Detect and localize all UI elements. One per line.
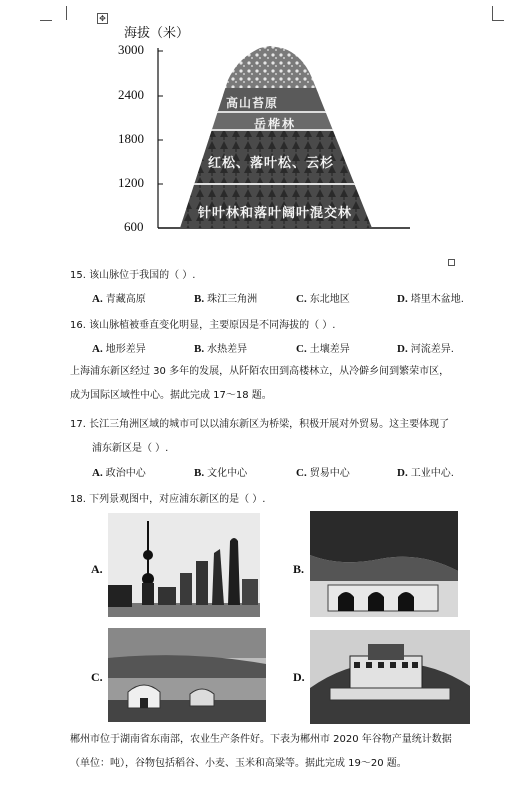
resize-handle-icon[interactable] [448, 259, 455, 266]
q18-option-b-letter[interactable]: B. [293, 562, 305, 576]
q17-option-a[interactable]: A. 政治中心 [92, 467, 146, 479]
passage-chenzhou-line2: （单位：吨），谷物包括稻谷、小麦、玉米和高粱等。据此完成 19～20 题。 [70, 758, 407, 769]
zone-tundra [170, 88, 390, 112]
zone-peak [170, 40, 390, 95]
q16-option-b[interactable]: B. 水热差异 [194, 343, 248, 355]
yurt-image [108, 628, 266, 722]
photo-potala-palace[interactable] [310, 630, 470, 724]
q15-option-d[interactable]: D. 塔里木盆地. [397, 293, 464, 305]
skyline-image [108, 513, 260, 617]
q18-option-a-letter[interactable]: A. [91, 562, 103, 576]
move-handle-icon[interactable]: ✥ [97, 13, 108, 24]
altitude-figure [110, 20, 410, 250]
palace-image [310, 630, 470, 724]
zone-label-birch: 岳桦林 [254, 117, 297, 131]
photo-yurt-grassland[interactable] [108, 628, 266, 722]
photo-cave-dwelling[interactable] [310, 511, 458, 617]
q17-option-b[interactable]: B. 文化中心 [194, 467, 248, 479]
zone-label-mixed: 针叶林和落叶阔叶混交林 [198, 206, 353, 221]
q15-option-a[interactable]: A. 青藏高原 [92, 293, 146, 305]
q16-option-a[interactable]: A. 地形差异 [92, 343, 146, 355]
question-15-stem: 15. 该山脉位于我国的（ ）. [70, 270, 196, 281]
crop-mark-top-left [52, 6, 67, 20]
y-tick-3000: 3000 [118, 42, 144, 57]
cave-dwelling-image [310, 511, 458, 617]
question-18-stem: 18. 下列景观图中，对应浦东新区的是（ ）. [70, 494, 266, 505]
question-17-stem-line2: 浦东新区是（ ）. [92, 443, 169, 454]
passage-pudong-line1: 上海浦东新区经过 30 多年的发展，从阡陌农田到高楼林立，从冷僻乡间到繁荣市区， [70, 366, 450, 377]
q15-option-b[interactable]: B. 珠江三角洲 [194, 293, 258, 305]
zone-label-tundra: 高山苔原 [226, 96, 279, 110]
y-tick-600: 600 [124, 219, 144, 234]
question-17-stem-line1: 17. 长江三角洲区域的城市可以以浦东新区为桥梁，积极开展对外贸易。这主要体现了 [70, 419, 450, 430]
crop-mark-top-right-h [492, 20, 504, 21]
mountain-shape [170, 40, 390, 229]
q17-option-c[interactable]: C. 贸易中心 [296, 467, 350, 479]
passage-pudong-line2: 成为国际区域性中心。据此完成 17～18 题。 [70, 390, 272, 401]
passage-chenzhou-line1: 郴州市位于湖南省东南部，农业生产条件好。下表为郴州市 2020 年谷物产量统计数据 [70, 734, 452, 745]
photo-pudong-skyline[interactable] [108, 513, 260, 617]
q15-option-c[interactable]: C. 东北地区 [296, 293, 350, 305]
q16-option-d[interactable]: D. 河流差异. [397, 343, 454, 355]
y-axis-title: 海拔（米） [124, 26, 190, 41]
crop-mark-top-left-h [40, 20, 52, 21]
y-tick-1200: 1200 [118, 175, 144, 190]
q16-option-c[interactable]: C. 土壤差异 [296, 343, 350, 355]
question-16-stem: 16. 该山脉植被垂直变化明显，主要原因是不同海拔的（ ）. [70, 320, 336, 331]
q18-option-d-letter[interactable]: D. [293, 670, 305, 684]
q18-option-c-letter[interactable]: C. [91, 670, 103, 684]
crop-mark-top-right [492, 6, 507, 20]
zone-label-conifer: 红松、落叶松、云杉 [208, 156, 335, 171]
q17-option-d[interactable]: D. 工业中心. [397, 467, 454, 479]
y-tick-1800: 1800 [118, 131, 144, 146]
y-tick-2400: 2400 [118, 87, 144, 102]
